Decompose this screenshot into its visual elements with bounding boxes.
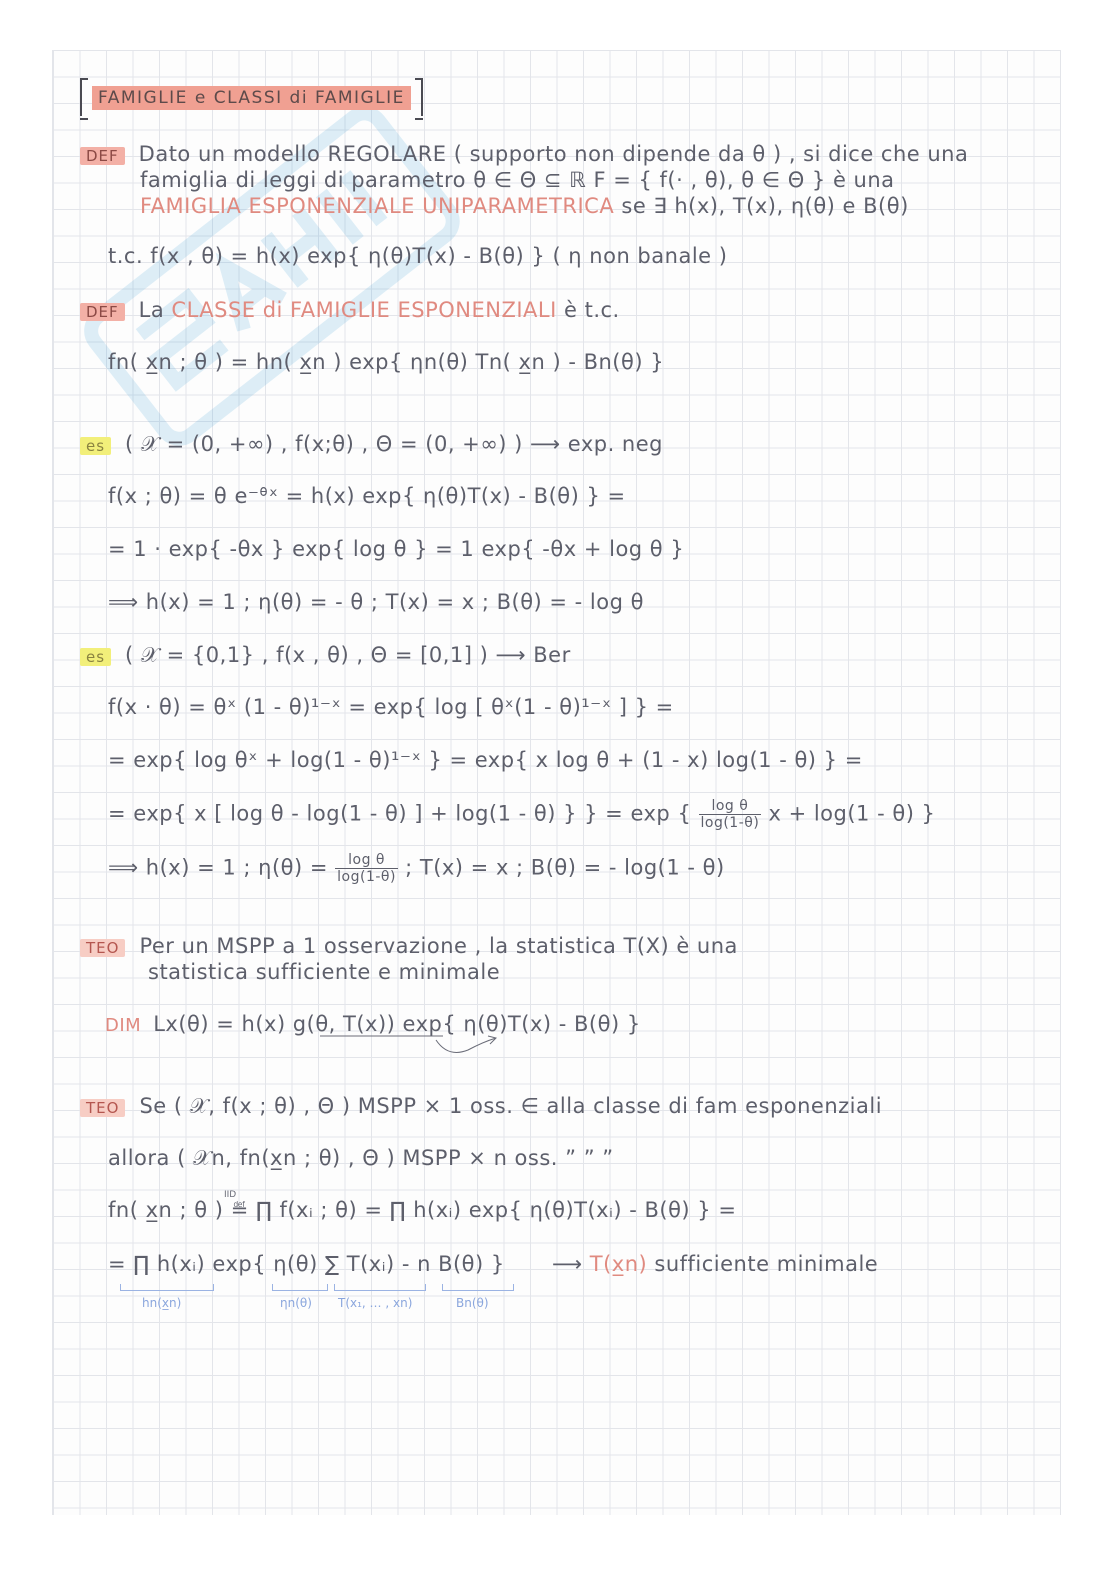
- iid-label: IID: [224, 1190, 237, 1200]
- underbrace-t: [334, 1284, 426, 1291]
- es-tag: es: [80, 437, 111, 455]
- es1-text-1: ( 𝒳 = (0, +∞) , f(x;θ) , Θ = (0, +∞) ) ⟶ exp. neg: [125, 432, 663, 456]
- sufficient-stat-term: T(x̲n): [589, 1252, 648, 1276]
- es-tag: es: [80, 648, 111, 666]
- class-term: CLASSE di FAMIGLIE ESPONENZIALI: [171, 298, 557, 322]
- eta-fraction: [699, 798, 762, 831]
- exponential-family-term: FAMIGLIA ESPONENZIALE UNIPARAMETRICA: [140, 194, 615, 218]
- underbrace-eta: [272, 1284, 328, 1291]
- es1-line4: ⟹ h(x) = 1 ; η(θ) = - θ ; T(x) = x ; B(θ) = - log θ: [108, 590, 644, 614]
- def1-line2: famiglia di leggi di parametro θ ∈ Θ ⊆ ℝ F = { f(· , θ), θ ∈ Θ } è una: [140, 168, 895, 192]
- es2-line4-pre: = exp{ x [ log θ - log(1 - θ) ] + log(1 - θ) } } = exp {: [108, 801, 692, 826]
- def2-post: è t.c.: [556, 298, 620, 322]
- def1-formula: t.c. f(x , θ) = h(x) exp{ η(θ)T(x) - B(θ) } ( η non banale ): [108, 244, 728, 268]
- es2-line2: f(x · θ) = θˣ (1 - θ)¹⁻ˣ = exp{ log [ θˣ(1 - θ)¹⁻ˣ ] } =: [108, 695, 674, 719]
- es2-line4: [108, 798, 935, 831]
- es2-line4-post: x + log(1 - θ) }: [761, 801, 936, 826]
- frac-denominator: log(1-θ): [700, 815, 760, 831]
- es2-line3: = exp{ log θˣ + log(1 - θ)¹⁻ˣ } = exp{ x log θ + (1 - x) log(1 - θ) } =: [108, 748, 863, 772]
- def-tag: DEF: [80, 147, 125, 165]
- def1-line3: [140, 194, 909, 218]
- underbrace-bn: [442, 1284, 514, 1291]
- underbrace-label-hn: hn(x̲n): [142, 1296, 182, 1310]
- teo2-line4-rest: sufficiente minimale: [647, 1252, 879, 1276]
- implies-arrow-icon: ⟶: [551, 1252, 583, 1276]
- section-title-bracket: [80, 78, 423, 116]
- frac-numerator: log θ: [335, 852, 398, 869]
- def2-formula: fn( x̲n ; θ ) = hn( x̲n ) exp{ ηn(θ) Tn( x̲n ) - Bn(θ) }: [108, 350, 665, 374]
- teo-tag: TEO: [80, 939, 125, 957]
- underbrace-label-t: T(x₁, … , xn): [338, 1296, 413, 1310]
- underbrace-label-eta: ηn(θ): [280, 1296, 312, 1310]
- teo2-line1: [80, 1094, 882, 1119]
- teo-tag: TEO: [80, 1099, 125, 1117]
- es2-line5-post: ; T(x) = x ; B(θ) = - log(1 - θ): [397, 855, 725, 880]
- es2-line1: [80, 643, 571, 668]
- dim-label: DIM: [105, 1015, 142, 1036]
- eta-fraction-result: [335, 852, 398, 885]
- def1-line1: [80, 142, 968, 166]
- def2-line1: [80, 298, 620, 322]
- teo2-line2: allora ( 𝒳n, fn(x̲n ; θ) , Θ ) MSPP × n oss. ” ” ”: [108, 1146, 614, 1170]
- teo2-text-1: Se ( 𝒳, f(x ; θ) , Θ ) MSPP × 1 oss. ∈ alla classe di fam esponenziali: [139, 1094, 883, 1118]
- teo2-line4-formula: = ∏ h(xᵢ) exp{ η(θ) ∑ T(xᵢ) - n B(θ) }: [108, 1252, 505, 1276]
- dim-curved-arrow-icon: [318, 1030, 508, 1060]
- grid-paper: [52, 50, 1061, 1515]
- es2-line5-pre: ⟹ h(x) = 1 ; η(θ) =: [108, 855, 328, 880]
- dim-formula: Lx(θ) = h(x) g(θ, T(x)) exp{ η(θ)T(x) - B(θ) }: [153, 1012, 641, 1036]
- def-tag: DEF: [80, 303, 125, 321]
- teo1-text-1: Per un MSPP a 1 osservazione , la statistica T(X) è una: [139, 934, 738, 958]
- es2-line5: [108, 852, 725, 885]
- teo1-line2: statistica sufficiente e minimale: [148, 960, 501, 984]
- es2-text-1: ( 𝒳 = {0,1} , f(x , θ) , Θ = [0,1] ) ⟶ Ber: [125, 643, 571, 667]
- def1-text-1: Dato un modello REGOLARE ( supporto non dipende da θ ) , si dice che una: [138, 142, 969, 166]
- section-title: FAMIGLIE e CLASSI di FAMIGLIE: [92, 86, 411, 110]
- es1-line3: = 1 · exp{ -θx } exp{ log θ } = 1 exp{ -θx + log θ }: [108, 537, 685, 561]
- frac-numerator: log θ: [699, 798, 762, 815]
- teo1-line1: [80, 934, 738, 958]
- es1-line2: f(x ; θ) = θ e⁻ᶿˣ = h(x) exp{ η(θ)T(x) - B(θ) } =: [108, 484, 626, 508]
- es1-line1: [80, 432, 663, 457]
- underbrace-label-bn: Bn(θ): [456, 1296, 489, 1310]
- def1-text-3: se ∃ h(x), T(x), η(θ) e B(θ): [614, 194, 909, 218]
- teo2-line4: [108, 1252, 878, 1276]
- def2-pre: La: [138, 298, 172, 322]
- underbrace-hn: [120, 1284, 214, 1291]
- frac-denominator: log(1-θ): [337, 869, 396, 885]
- teo2-line3: fn( x̲n ; θ ) ≝ ∏ f(xᵢ ; θ) = ∏ h(xᵢ) exp{ η(θ)T(xᵢ) - B(θ) } =: [108, 1198, 737, 1222]
